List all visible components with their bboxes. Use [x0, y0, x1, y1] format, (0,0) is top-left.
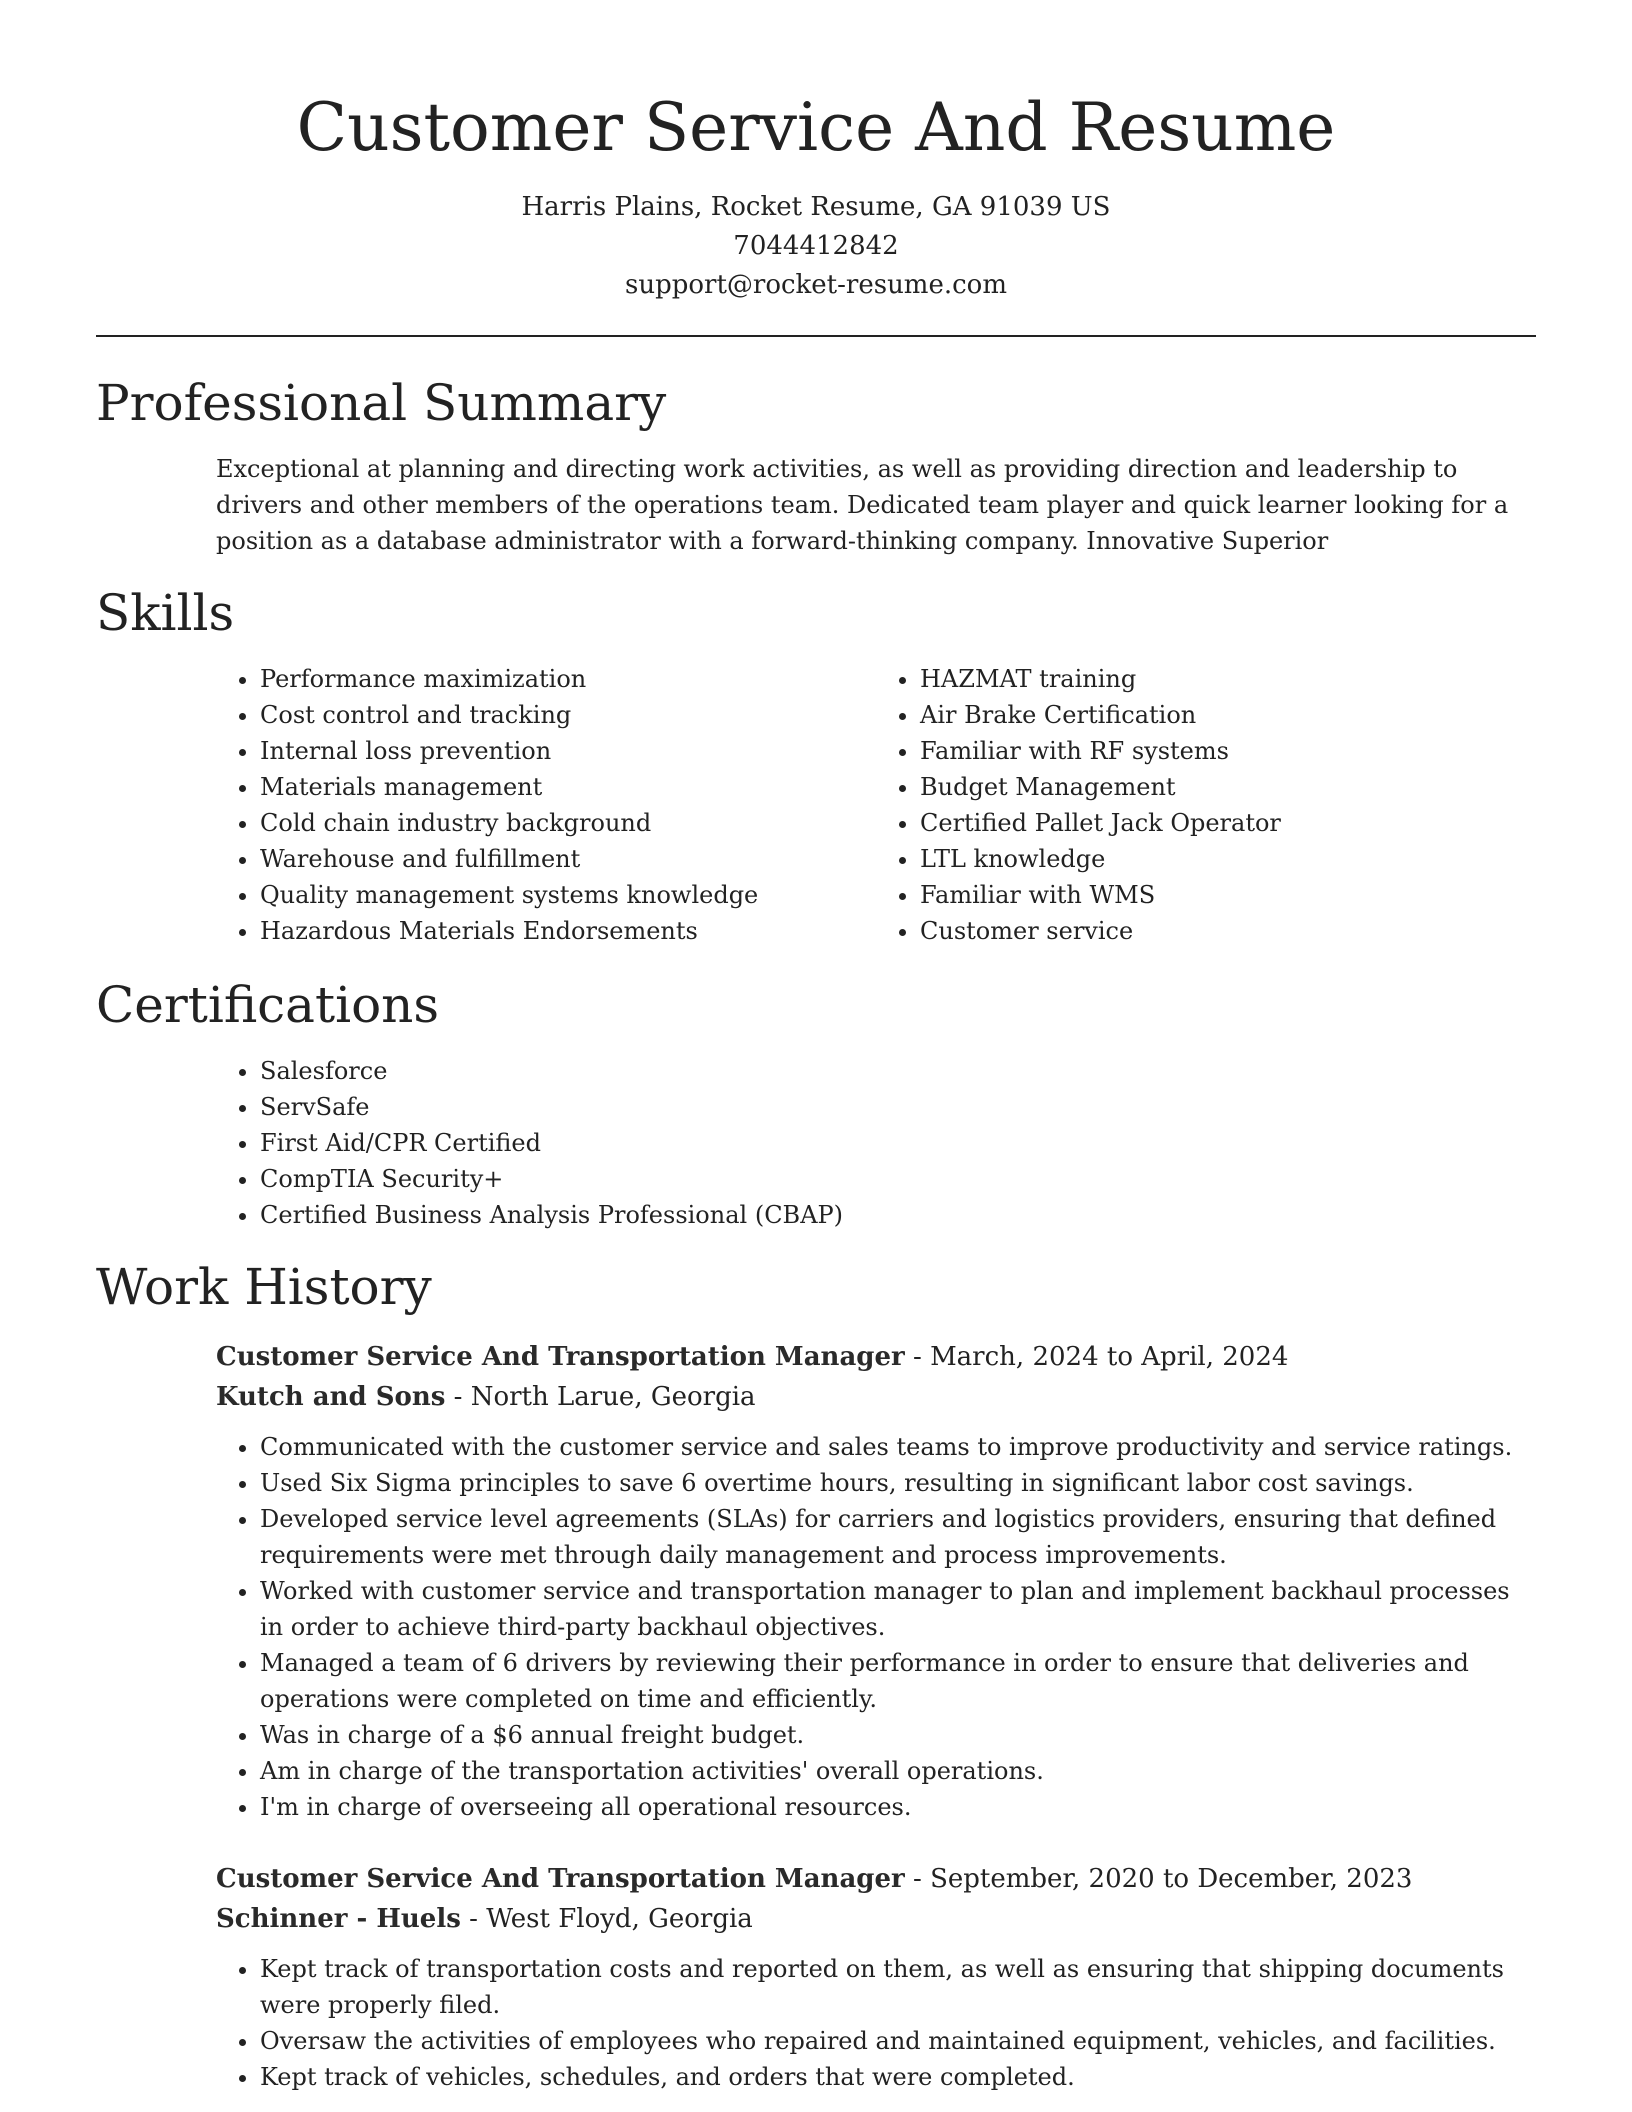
- skills-column-left: [216, 661, 876, 949]
- skills-column-right: [876, 661, 1536, 949]
- certifications-list: [216, 1053, 1536, 1233]
- job-bullet: • Communicated with the customer service and sales teams to improve productivity and service ratings.: [260, 1429, 1536, 1465]
- job-role: Customer Service And Transportation Manager: [216, 1864, 905, 1894]
- resume-page: [96, 0, 1536, 2095]
- job-company: Schinner - Huels: [216, 1904, 461, 1934]
- job-bullets: [216, 1429, 1536, 1825]
- skill-item: • Hazardous Materials Endorsements: [260, 913, 876, 949]
- job-entry: [216, 1859, 1536, 2095]
- job-location: North Larue, Georgia: [470, 1382, 756, 1412]
- job-bullet: • Oversaw the activities of employees who repaired and maintained equipment, vehicles, and facilities.: [260, 2023, 1536, 2059]
- skill-item: • LTL knowledge: [920, 841, 1536, 877]
- resume-name: Customer Service And Resume: [296, 89, 1336, 166]
- certification-item: • Salesforce: [260, 1053, 1536, 1089]
- skill-item: • Cost control and tracking: [260, 697, 876, 733]
- job-company-line: [216, 1899, 1536, 1939]
- certifications-heading: Certifications: [96, 976, 440, 1034]
- job-separator: -: [460, 1904, 487, 1934]
- skill-item: • Cold chain industry background: [260, 805, 876, 841]
- job-bullet: • Used Six Sigma principles to save 6 overtime hours, resulting in significant labor cost savings.: [260, 1465, 1536, 1501]
- skill-item: • HAZMAT training: [920, 661, 1536, 697]
- job-role: Customer Service And Transportation Manager: [216, 1342, 905, 1372]
- job-location: West Floyd, Georgia: [486, 1904, 753, 1934]
- skill-item: • Warehouse and fulfillment: [260, 841, 876, 877]
- summary-heading: Professional Summary: [96, 374, 667, 432]
- job-dates: March, 2024 to April, 2024: [930, 1342, 1289, 1372]
- job-company: Kutch and Sons: [216, 1382, 446, 1412]
- certification-item: • First Aid/CPR Certified: [260, 1125, 1536, 1161]
- skill-item: • Air Brake Certification: [920, 697, 1536, 733]
- skill-item: • Quality management systems knowledge: [260, 877, 876, 913]
- summary-text: Exceptional at planning and directing work activities, as well as providing direction and leadership to drivers and other members of the operations team. Dedicated team player and quick learner looking for a position as a database administrator with a forward-thinking company. Innovative Superior: [216, 455, 1509, 555]
- certification-item: • CompTIA Security+: [260, 1161, 1536, 1197]
- job-bullet: • I'm in charge of overseeing all operational resources.: [260, 1789, 1536, 1825]
- skill-item: • Materials management: [260, 769, 876, 805]
- job-bullet: • Developed service level agreements (SLAs) for carriers and logistics providers, ensuring that defined requirements were met through daily management and process improvements.: [260, 1501, 1536, 1573]
- job-bullet: • Worked with customer service and transportation manager to plan and implement backhaul processes in order to achieve third-party backhaul objectives.: [260, 1573, 1536, 1645]
- header-divider: [96, 335, 1536, 337]
- work-history-heading: Work History: [96, 1258, 432, 1316]
- skill-item: • Familiar with RF systems: [920, 733, 1536, 769]
- job-separator: -: [904, 1864, 931, 1894]
- job-entry: [216, 1337, 1536, 1825]
- job-bullets: [216, 1951, 1536, 2095]
- contact-email: support@rocket-resume.com: [624, 270, 1007, 300]
- job-title-line: [216, 1337, 1536, 1377]
- skill-item: • Certified Pallet Jack Operator: [920, 805, 1536, 841]
- job-bullet: • Kept track of vehicles, schedules, and orders that were completed.: [260, 2059, 1536, 2095]
- skill-item: • Internal loss prevention: [260, 733, 876, 769]
- job-company-line: [216, 1377, 1536, 1417]
- job-dates: September, 2020 to December, 2023: [930, 1864, 1413, 1894]
- contact-block: [96, 188, 1536, 305]
- job-bullet: • Managed a team of 6 drivers by reviewing their performance in order to ensure that deliveries and operations were completed on time and efficiently.: [260, 1645, 1536, 1717]
- job-title-line: [216, 1859, 1536, 1899]
- contact-address: Harris Plains, Rocket Resume, GA 91039 US: [521, 192, 1111, 222]
- skill-item: • Budget Management: [920, 769, 1536, 805]
- contact-phone: 7044412842: [733, 231, 899, 261]
- job-bullet: • Am in charge of the transportation activities' overall operations.: [260, 1753, 1536, 1789]
- job-separator: -: [445, 1382, 471, 1412]
- skills-list: [216, 661, 1536, 949]
- certification-item: • ServSafe: [260, 1089, 1536, 1125]
- job-bullet: • Was in charge of a $6 annual freight budget.: [260, 1717, 1536, 1753]
- job-bullet: • Kept track of transportation costs and reported on them, as well as ensuring that shipping documents were properly filed.: [260, 1951, 1536, 2023]
- skill-item: • Customer service: [920, 913, 1536, 949]
- skills-heading: Skills: [96, 584, 235, 642]
- certification-item: • Certified Business Analysis Professional (CBAP): [260, 1197, 1536, 1233]
- skill-item: • Familiar with WMS: [920, 877, 1536, 913]
- skill-item: • Performance maximization: [260, 661, 876, 697]
- job-separator: -: [904, 1342, 931, 1372]
